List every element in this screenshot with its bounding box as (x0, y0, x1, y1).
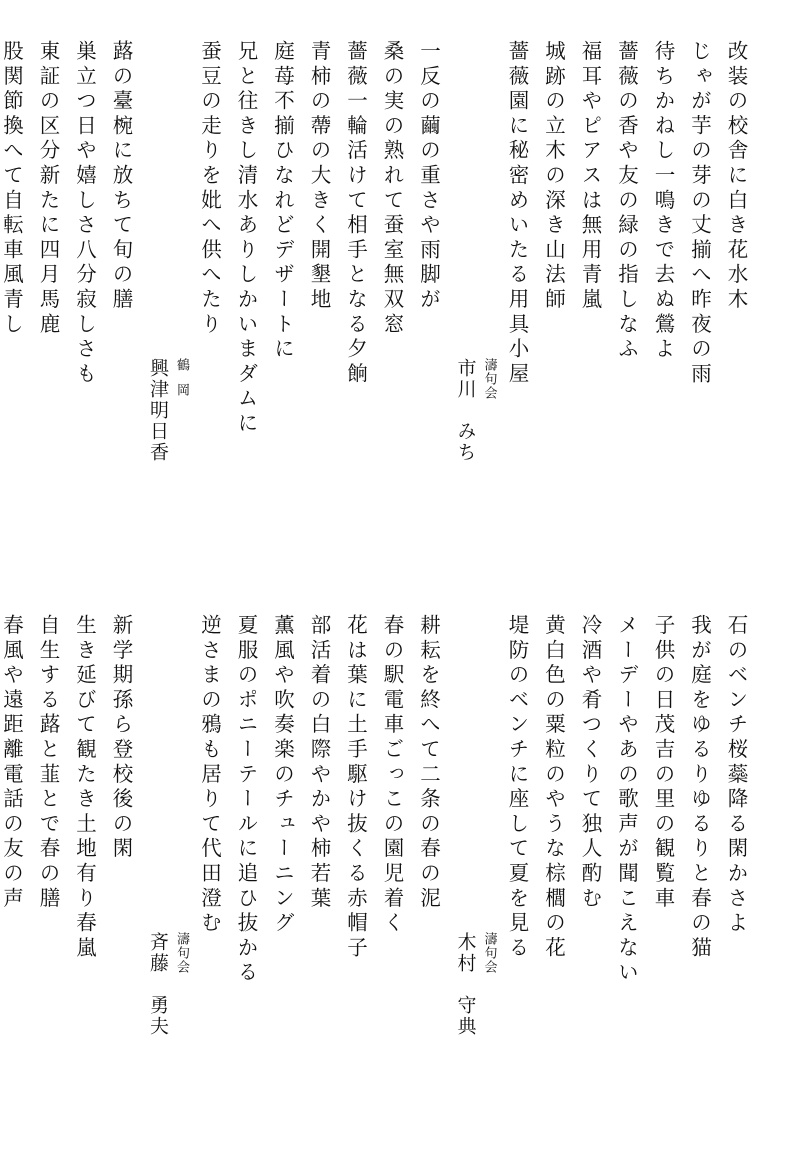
haiku-line: 兄と往きし清水ありしかいまダムに (234, 40, 258, 437)
haiku-line: 冷酒や肴つくりて独人酌む (578, 614, 602, 912)
top-poet-group (0, 40, 139, 580)
top-poet-group (447, 40, 755, 580)
haiku-line: 蕗の臺椀に放ちて旬の膳 (109, 40, 133, 313)
haiku-line: 春の駅電車ごっこの園児着く (380, 614, 404, 937)
haiku-line: 堤防のベンチに座して夏を見る (505, 614, 529, 962)
haiku-line: 自生する蕗と韮とで春の膳 (36, 614, 60, 912)
poet-byline (139, 40, 191, 580)
bottom-poet-group (447, 614, 755, 1144)
haiku-line: 一反の繭の重さや雨脚が (416, 40, 441, 313)
haiku-line: 耕耘を終へて二条の春の泥 (416, 614, 441, 912)
poet-affiliation: 濤句会 (174, 932, 189, 974)
haiku-line: 薔薇園に秘密めいたる用具小屋 (505, 40, 529, 388)
haiku-line: 東証の区分新たに四月馬鹿 (36, 40, 60, 338)
haiku-line: 生き延びて観たき土地有り春嵐 (72, 614, 97, 962)
haiku-line: 黄白色の粟粒のやうな棕櫚の花 (541, 614, 566, 962)
bottom-poet-group (139, 614, 447, 1144)
haiku-line: 股関節換へて自転車風青し (0, 40, 24, 338)
haiku-line: 石のベンチ桜蘂降る閑かさよ (724, 614, 748, 937)
haiku-line: 蚕豆の走りを妣へ供へたり (197, 40, 222, 338)
haiku-line: 庭苺不揃ひなれどデザートに (270, 40, 295, 363)
haiku-line: 部活着の白際やかや柿若葉 (307, 614, 331, 912)
haiku-line: 我が庭をゆるりゆるりと春の猫 (687, 614, 712, 962)
haiku-line: 薫風や吹奏楽のチューニング (270, 614, 295, 937)
haiku-line: 薔薇の香や友の緑の指しなふ (614, 40, 639, 363)
haiku-line: 春風や遠距離電話の友の声 (0, 614, 24, 912)
top-poet-group (139, 40, 447, 580)
haiku-line: 逆さまの鴉も居りて代田澄む (197, 614, 222, 937)
top-haiku-row (0, 40, 754, 580)
haiku-line: メーデーやあの歌声が聞こえない (614, 614, 639, 986)
haiku-line: 花は葉に土手駆け抜くる赤帽子 (343, 614, 368, 962)
haiku-line: 子供の日茂吉の里の観覧車 (651, 614, 675, 912)
haiku-line: 巣立つ日や嬉しさ八分寂しさも (72, 40, 97, 388)
haiku-line: 待ちかねし一鳴きで去ぬ鶯よ (651, 40, 675, 363)
haiku-line: 夏服のポニーテールに追ひ抜かる (234, 614, 258, 986)
haiku-line: 薔薇一輪活けて相手となる夕餉 (343, 40, 368, 388)
poet-affiliation: 鶴岡 (174, 358, 189, 408)
poet-byline (139, 614, 191, 1144)
poet-byline (447, 40, 499, 580)
poet-affiliation: 濤句会 (481, 932, 497, 974)
poet-name: 木村 守典 (454, 932, 477, 1037)
poet-affiliation: 濤句会 (481, 358, 497, 400)
poet-name: 市川 みち (454, 358, 477, 463)
haiku-line: 新学期孫ら登校後の閑 (109, 614, 133, 862)
haiku-line: じゃが芋の芽の丈揃へ昨夜の雨 (687, 40, 712, 388)
haiku-line: 桑の実の熟れて蚕室無双窓 (380, 40, 404, 338)
haiku-line: 城跡の立木の深き山法師 (541, 40, 566, 313)
haiku-line: 改装の校舎に白き花水木 (724, 40, 748, 313)
poet-name: 斉藤 勇夫 (147, 932, 169, 1037)
bottom-haiku-row (0, 614, 754, 1144)
bottom-poet-group (0, 614, 139, 1144)
haiku-line: 青柿の蔕の大きく開墾地 (307, 40, 331, 313)
poet-name: 興津明日香 (147, 358, 169, 463)
haiku-line: 福耳やピアスは無用青嵐 (578, 40, 602, 313)
poet-byline (447, 614, 499, 1144)
